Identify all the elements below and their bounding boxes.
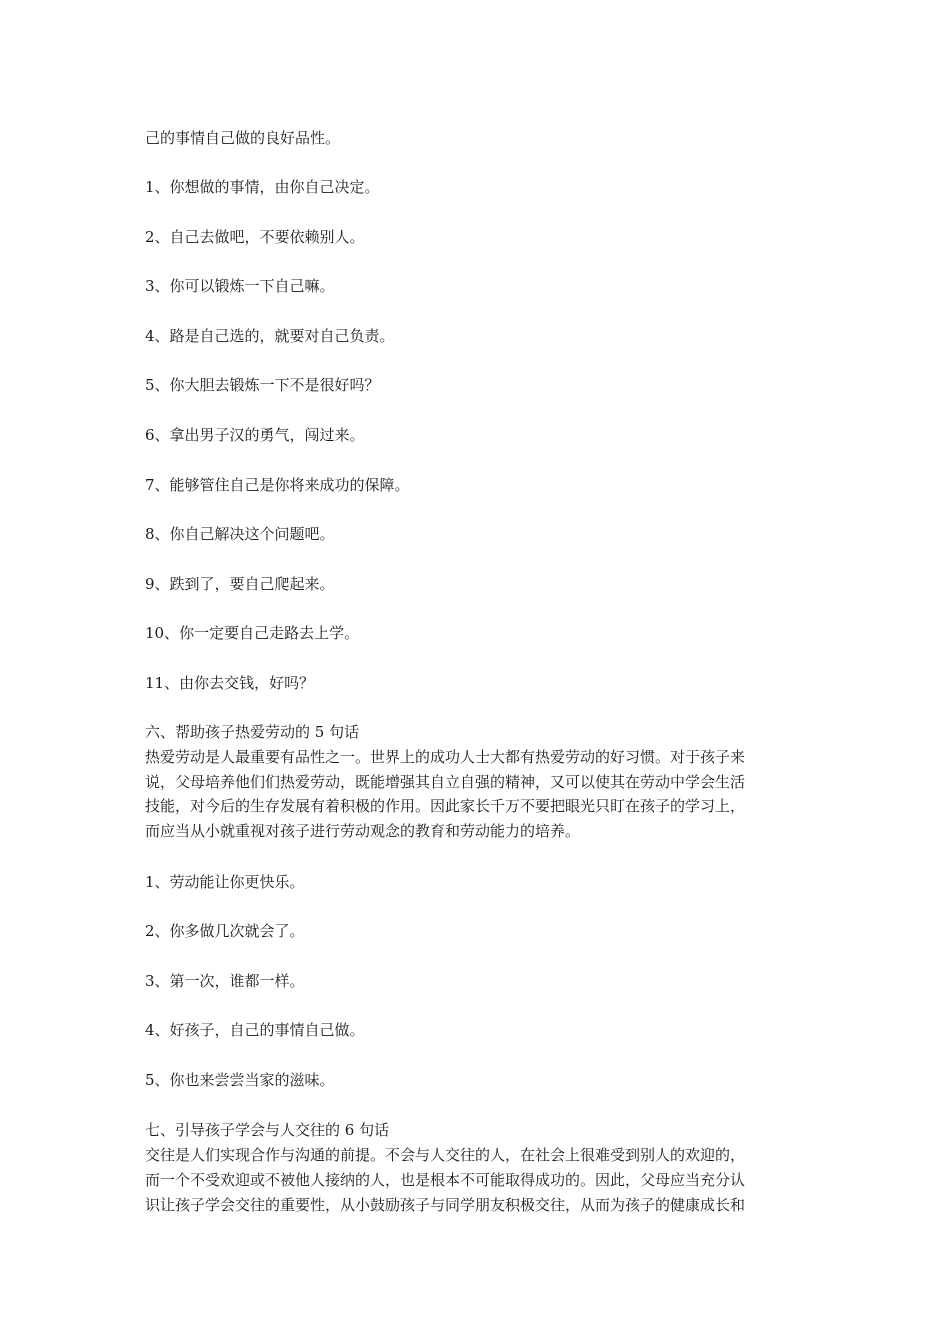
- list-item: 5、你也来尝尝当家的滋味。: [145, 1071, 335, 1089]
- section6-body-line: 说，父母培养他们们热爱劳动，既能增强其自立自强的精神，又可以使其在劳动中学会生活: [145, 773, 746, 791]
- section6-body-line: 技能，对今后的生存发展有着积极的作用。因此家长千万不要把眼光只盯在孩子的学习上，: [145, 797, 746, 815]
- list-item: 3、你可以锻炼一下自己嘛。: [145, 277, 335, 295]
- intro-line: 己的事情自己做的良好品性。: [145, 129, 341, 147]
- section-heading-6: 六、帮助孩子热爱劳动的 5 句话: [145, 723, 360, 741]
- list-item: 5、你大胆去锻炼一下不是很好吗？: [145, 376, 380, 394]
- list-item: 4、路是自己选的，就要对自己负责。: [145, 327, 395, 345]
- list-item: 4、好孩子，自己的事情自己做。: [145, 1021, 365, 1039]
- list-item: 1、劳动能让你更快乐。: [145, 873, 305, 891]
- list-item: 6、拿出男子汉的勇气，闯过来。: [145, 426, 365, 444]
- section-heading-7: 七、引导孩子学会与人交往的 6 句话: [145, 1121, 390, 1139]
- list-item: 1、你想做的事情，由你自己决定。: [145, 178, 380, 196]
- section6-body-line: 热爱劳动是人最重要有品性之一。世界上的成功人士大都有热爱劳动的好习惯。对于孩子来: [145, 748, 746, 766]
- section7-body-line: 而一个不受欢迎或不被他人接纳的人，也是根本不可能取得成功的。因此，父母应当充分认: [145, 1171, 746, 1189]
- list-item: 8、你自己解决这个问题吧。: [145, 525, 335, 543]
- list-item: 3、第一次，谁都一样。: [145, 972, 305, 990]
- list-item: 7、能够管住自己是你将来成功的保障。: [145, 476, 410, 494]
- list-item: 9、跌到了，要自己爬起来。: [145, 575, 335, 593]
- section7-body-line: 交往是人们实现合作与沟通的前提。不会与人交往的人，在社会上很难受到别人的欢迎的，: [145, 1146, 746, 1164]
- list-item: 2、自己去做吧，不要依赖别人。: [145, 228, 365, 246]
- section6-body-line: 而应当从小就重视对孩子进行劳动观念的教育和劳动能力的培养。: [145, 822, 581, 840]
- list-item: 10、你一定要自己走路去上学。: [145, 624, 360, 642]
- section7-body-line: 识让孩子学会交往的重要性，从小鼓励孩子与同学朋友积极交往，从而为孩子的健康成长和: [145, 1196, 746, 1214]
- list-item: 2、你多做几次就会了。: [145, 922, 305, 940]
- list-item: 11、由你去交钱，好吗？: [145, 674, 315, 692]
